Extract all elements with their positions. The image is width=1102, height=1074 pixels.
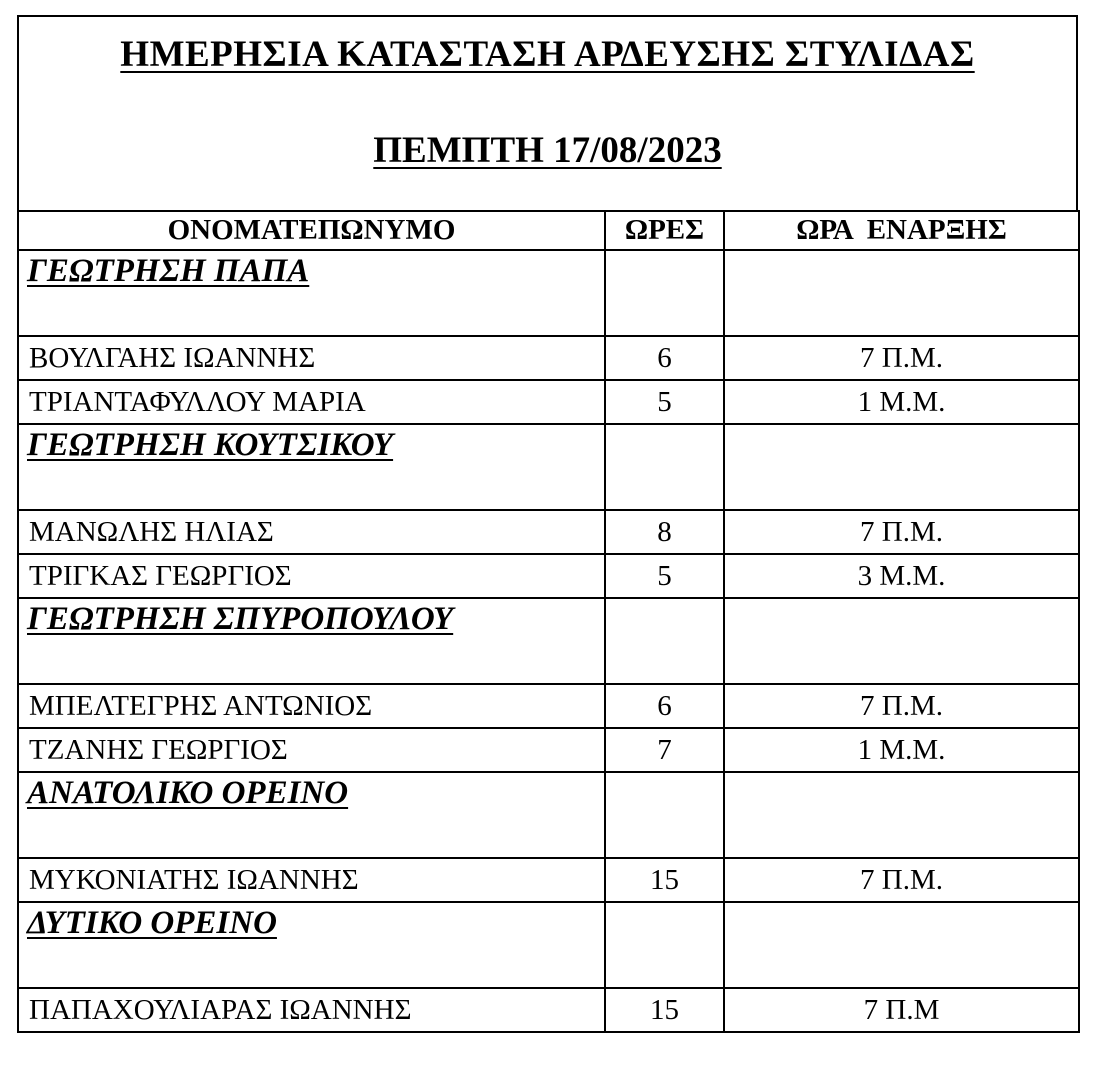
section-row bbox=[18, 424, 1079, 510]
hours-value: 7 bbox=[605, 728, 724, 772]
start-time-value: 7 Π.Μ bbox=[724, 988, 1079, 1032]
start-time-value: 1 Μ.Μ. bbox=[724, 380, 1079, 424]
section-row bbox=[18, 902, 1079, 988]
section-label: ΔΥΤΙΚΟ ΟΡΕΙΝΟ bbox=[27, 905, 277, 941]
table-row bbox=[18, 858, 1079, 902]
section-cell bbox=[18, 598, 605, 684]
person-name: ΒΟΥΛΓΑΗΣ ΙΩΑΝΝΗΣ bbox=[18, 336, 605, 380]
hours-value: 5 bbox=[605, 380, 724, 424]
start-time-value: 7 Π.Μ. bbox=[724, 336, 1079, 380]
section-label: ΑΝΑΤΟΛΙΚΟ ΟΡΕΙΝΟ bbox=[27, 775, 349, 811]
section-cell bbox=[18, 772, 605, 858]
start-time-value: 1 Μ.Μ. bbox=[724, 728, 1079, 772]
table-row bbox=[18, 554, 1079, 598]
hours-value: 15 bbox=[605, 858, 724, 902]
section-cell bbox=[18, 424, 605, 510]
person-name: ΜΠΕΛΤΕΓΡΗΣ ΑΝΤΩΝΙΟΣ bbox=[18, 684, 605, 728]
person-name: ΜΑΝΩΛΗΣ ΗΛΙΑΣ bbox=[18, 510, 605, 554]
hours-value: 8 bbox=[605, 510, 724, 554]
section-cell bbox=[18, 902, 605, 988]
start-time-value: 3 Μ.Μ. bbox=[724, 554, 1079, 598]
column-header-start-time: ΩΡΑ ΕΝΑΡΞΗΣ bbox=[724, 211, 1079, 250]
column-header-name: ΟΝΟΜΑΤΕΠΩΝΥΜΟ bbox=[18, 211, 605, 250]
hours-value: 15 bbox=[605, 988, 724, 1032]
document-title: ΗΜΕΡΗΣΙΑ ΚΑΤΑΣΤΑΣΗ ΑΡΔΕΥΣΗΣ ΣΤΥΛΙΔΑΣ bbox=[120, 34, 975, 75]
start-time-value: 7 Π.Μ. bbox=[724, 684, 1079, 728]
start-time-value: 7 Π.Μ. bbox=[724, 510, 1079, 554]
person-name: ΤΡΙΓΚΑΣ ΓΕΩΡΓΙΟΣ bbox=[18, 554, 605, 598]
hours-value: 6 bbox=[605, 684, 724, 728]
person-name: ΤΖΑΝΗΣ ΓΕΩΡΓΙΟΣ bbox=[18, 728, 605, 772]
start-time-value: 7 Π.Μ. bbox=[724, 858, 1079, 902]
section-label: ΓΕΩΤΡΗΣΗ ΚΟΥΤΣΙΚΟΥ bbox=[27, 427, 394, 463]
person-name: ΠΑΠΑΧΟΥΛΙΑΡΑΣ ΙΩΑΝΝΗΣ bbox=[18, 988, 605, 1032]
section-row bbox=[18, 250, 1079, 336]
table-row bbox=[18, 380, 1079, 424]
section-cell bbox=[18, 250, 605, 336]
irrigation-table bbox=[17, 210, 1080, 1033]
table-row bbox=[18, 684, 1079, 728]
table-row bbox=[18, 336, 1079, 380]
irrigation-schedule-sheet bbox=[17, 15, 1078, 1033]
hours-value: 5 bbox=[605, 554, 724, 598]
document-date: ΠΕΜΠΤΗ 17/08/2023 bbox=[373, 130, 722, 171]
section-row bbox=[18, 772, 1079, 858]
hours-value: 6 bbox=[605, 336, 724, 380]
section-label: ΓΕΩΤΡΗΣΗ ΣΠΥΡΟΠΟΥΛΟΥ bbox=[27, 601, 454, 637]
table-row bbox=[18, 728, 1079, 772]
section-row bbox=[18, 598, 1079, 684]
column-header-hours: ΩΡΕΣ bbox=[605, 211, 724, 250]
person-name: ΜΥΚΟΝΙΑΤΗΣ ΙΩΑΝΝΗΣ bbox=[18, 858, 605, 902]
document-header bbox=[17, 15, 1078, 210]
table-header-row bbox=[18, 211, 1079, 250]
table-row bbox=[18, 988, 1079, 1032]
person-name: ΤΡΙΑΝΤΑΦΥΛΛΟΥ ΜΑΡΙΑ bbox=[18, 380, 605, 424]
table-row bbox=[18, 510, 1079, 554]
section-label: ΓΕΩΤΡΗΣΗ ΠΑΠΑ bbox=[27, 253, 310, 289]
